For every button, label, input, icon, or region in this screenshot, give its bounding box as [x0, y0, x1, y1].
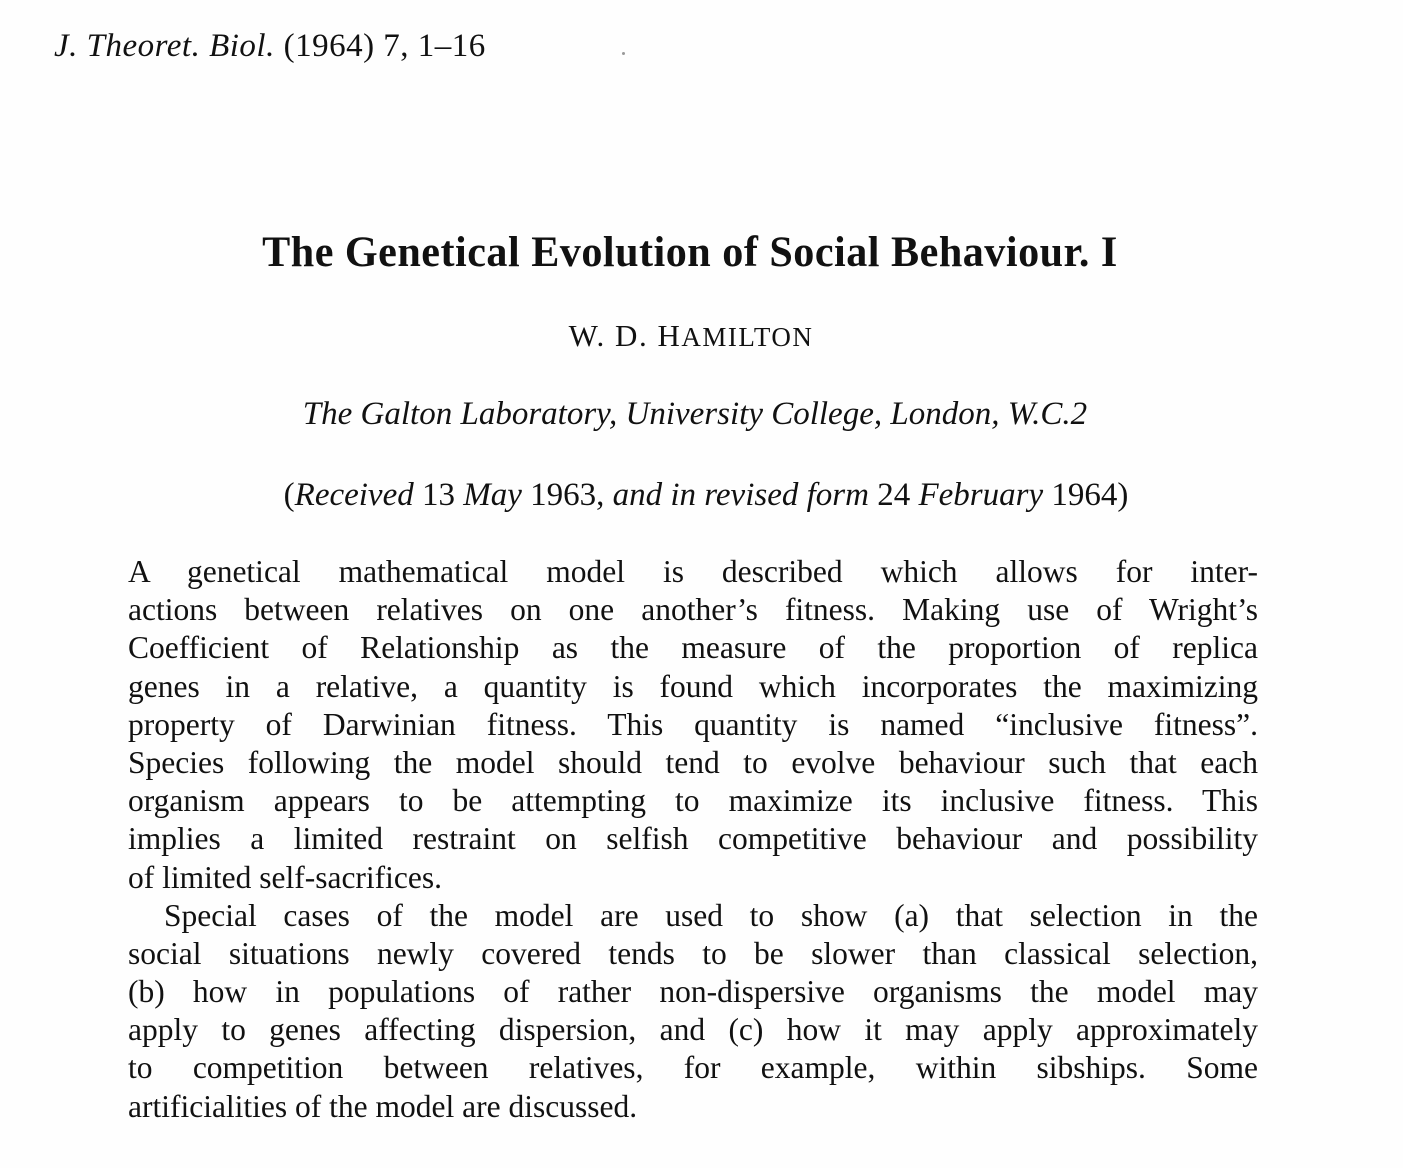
author-initials: W. D. H: [568, 318, 682, 353]
abstract-line: social situations newly covered tends to be slower than classical selection,: [128, 935, 1258, 971]
abstract-line: apply to genes affecting dispersion, and (c) how it may apply approximately: [128, 1012, 1258, 1048]
affiliation: The Galton Laboratory, University College, London, W.C.2: [302, 396, 1088, 432]
abstract-paragraph-1: [128, 553, 1258, 897]
abstract-paragraph-2: [128, 897, 1258, 1126]
paper-title: The Genetical Evolution of Social Behaviour. I: [262, 229, 1118, 276]
journal-citation: (1964) 7, 1–16: [283, 28, 486, 64]
abstract: [128, 553, 1258, 1126]
paren-open: (: [283, 477, 295, 513]
received-day: 13: [413, 477, 464, 513]
received-dates: [0, 477, 1403, 514]
abstract-line: Species following the model should tend to evolve behaviour such that each: [128, 744, 1258, 780]
revised-year: 1964): [1043, 477, 1129, 513]
abstract-line: artificialities of the model are discussed.: [128, 1088, 638, 1124]
abstract-line: genes in a relative, a quantity is found which incorporates the maximizing: [128, 668, 1258, 704]
revised-label: and in revised form: [612, 477, 869, 513]
author-surname-smallcaps: AMILTON: [681, 322, 814, 352]
abstract-line: A genetical mathematical model is described which allows for inter-: [128, 554, 1258, 589]
abstract-line: property of Darwinian fitness. This quantity is named “inclusive fitness”.: [128, 706, 1258, 742]
revised-day: 24: [868, 477, 919, 513]
abstract-line: organism appears to be attempting to maximize its inclusive fitness. This: [128, 783, 1258, 819]
revised-month: February: [918, 477, 1044, 513]
abstract-line: to competition between relatives, for example, within sibships. Some: [128, 1050, 1258, 1086]
author-name: [0, 318, 1382, 354]
abstract-line: actions between relatives on one another’s fitness. Making use of Wright’s: [128, 592, 1258, 628]
abstract-line: Coefficient of Relationship as the measure of the proportion of replica: [128, 630, 1258, 666]
received-label: Received: [294, 477, 414, 513]
speck-mark: [622, 52, 625, 55]
journal-abbrev: J. Theoret. Biol.: [54, 28, 275, 64]
abstract-line: Special cases of the model are used to show (a) that selection in the: [164, 897, 1258, 933]
received-month: May: [463, 477, 522, 513]
journal-reference: [54, 28, 486, 65]
received-year: 1963,: [521, 477, 613, 513]
abstract-line: of limited self-sacrifices.: [128, 859, 443, 895]
abstract-line: (b) how in populations of rather non-dispersive organisms the model may: [128, 974, 1258, 1010]
abstract-line: implies a limited restraint on selfish competitive behaviour and possibility: [128, 821, 1258, 857]
